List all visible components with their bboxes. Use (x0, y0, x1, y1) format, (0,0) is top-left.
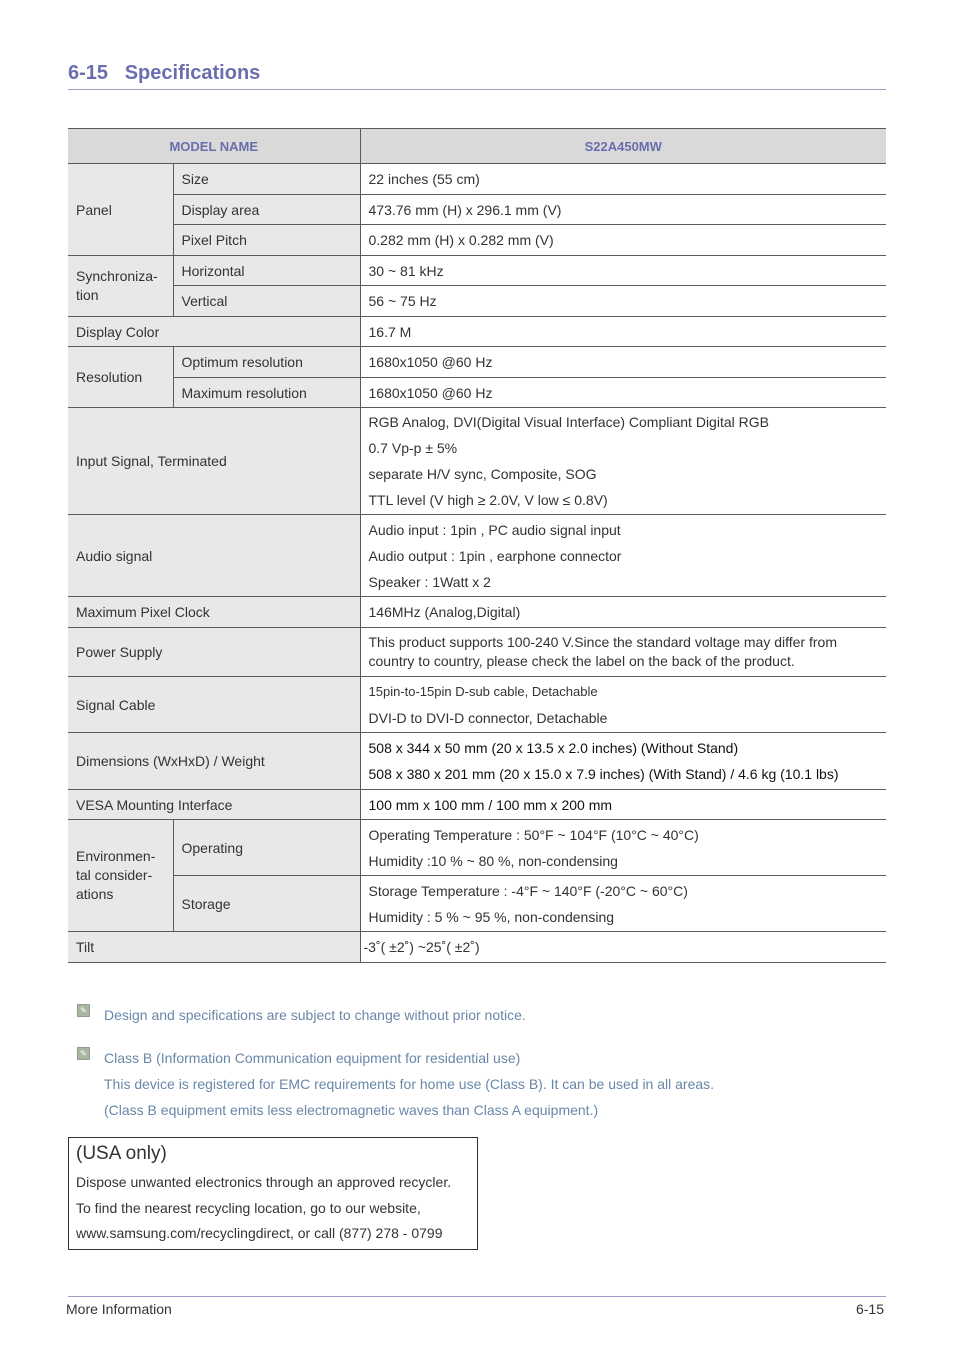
audio-line: Audio input : 1pin , PC audio signal input (368, 521, 621, 538)
footer-section: More Information (66, 1301, 172, 1317)
input-signal-line: TTL level (V high ≥ 2.0V, V low ≤ 0.8V) (368, 492, 608, 508)
table-header-row (68, 129, 886, 164)
note-text: (Class B equipment emits less electromagnetic waves than Class A equipment.) (104, 1102, 599, 1118)
environment-label-line1: Environmen- (76, 848, 156, 864)
dimensions-line: 508 x 344 x 50 mm (20 x 13.5 x 2.0 inches) (Without Stand) (368, 740, 739, 756)
maximum-resolution-value: 1680x1050 @60 Hz (360, 378, 886, 408)
table-row (68, 597, 886, 628)
operating-line: Humidity :10 % ~ 80 %, non-condensing (368, 852, 618, 869)
usa-line: Dispose unwanted electronics through an approved recycler. (76, 1174, 452, 1190)
audio-signal-value (360, 515, 886, 597)
signal-cable-value (360, 677, 886, 733)
audio-line: Audio output : 1pin , earphone connector (368, 547, 622, 564)
section-title (68, 62, 260, 85)
sync-label-line2: tion (76, 287, 99, 303)
table-row (68, 820, 886, 876)
table-row (68, 164, 886, 195)
usa-line: To find the nearest recycling location, go to our website, (76, 1200, 421, 1216)
vesa-value: 100 mm x 100 mm / 100 mm x 200 mm (360, 790, 886, 820)
horizontal-value: 30 ~ 81 kHz (360, 256, 886, 286)
input-signal-line: RGB Analog, DVI(Digital Visual Interface) Compliant Digital RGB (368, 414, 769, 430)
storage-line: Storage Temperature : -4°F ~ 140°F (-20°C ~ 60°C) (368, 882, 688, 899)
pixel-pitch-value: 0.282 mm (H) x 0.282 mm (V) (360, 225, 886, 256)
display-color-value: 16.7 M (360, 317, 886, 347)
environment-label-line3: ations (76, 886, 114, 902)
table-row (68, 195, 886, 225)
environment-label (68, 820, 173, 932)
model-value-header: S22A450MW (360, 129, 886, 164)
vertical-label: Vertical (173, 286, 360, 317)
table-row (68, 225, 886, 256)
usa-heading: (USA only) (76, 1143, 167, 1164)
table-row (68, 677, 886, 733)
operating-value (360, 820, 886, 876)
table-row (68, 378, 886, 408)
power-line: This product supports 100-240 V.Since the standard voltage may differ from (368, 634, 837, 650)
usa-line: www.samsung.com/recyclingdirect, or call (877) 278 - 0799 (76, 1225, 443, 1241)
table-row (68, 317, 886, 347)
vertical-value: 56 ~ 75 Hz (360, 286, 886, 317)
pixel-pitch-label: Pixel Pitch (173, 225, 360, 256)
display-color-label: Display Color (68, 317, 360, 347)
sync-label-line1: Synchroniza- (76, 268, 158, 284)
display-area-label: Display area (173, 195, 360, 225)
note-text: Class B (Information Communication equipment for residential use) (104, 1050, 521, 1066)
note-text: This device is registered for EMC requirements for home use (Class B). It can be used in all areas. (104, 1076, 715, 1092)
storage-value (360, 876, 886, 932)
title-divider (68, 89, 886, 90)
horizontal-label: Horizontal (173, 256, 360, 286)
section-number: 6-15 (68, 62, 109, 84)
power-supply-label: Power Supply (68, 628, 360, 677)
storage-line: Humidity : 5 % ~ 95 %, non-condensing (368, 908, 615, 925)
footer-page-number: 6-15 (855, 1301, 884, 1317)
table-row (68, 515, 886, 597)
power-supply-value (360, 628, 886, 677)
audio-signal-label: Audio signal (68, 515, 360, 597)
input-signal-label: Input Signal, Terminated (68, 408, 360, 515)
table-row (68, 790, 886, 820)
table-row (68, 733, 886, 790)
operating-line: Operating Temperature : 50°F ~ 104°F (10°C ~ 40°C) (368, 826, 699, 843)
operating-label: Operating (173, 820, 360, 876)
note-icon: ✎ (77, 1047, 90, 1060)
optimum-resolution-value: 1680x1050 @60 Hz (360, 347, 886, 378)
pixel-clock-label: Maximum Pixel Clock (68, 597, 360, 628)
resolution-label: Resolution (68, 347, 173, 408)
usa-only-box (68, 1137, 478, 1250)
input-signal-line: 0.7 Vp-p ± 5% (368, 440, 458, 456)
table-row (68, 286, 886, 317)
note-icon: ✎ (77, 1004, 90, 1017)
model-name-header: MODEL NAME (68, 129, 360, 164)
signal-cable-label: Signal Cable (68, 677, 360, 733)
tilt-label: Tilt (68, 932, 360, 963)
table-row (68, 628, 886, 677)
signal-cable-line: 15pin-to-15pin D-sub cable, Detachable (368, 683, 598, 699)
pixel-clock-value: 146MHz (Analog,Digital) (360, 597, 886, 628)
audio-line: Speaker : 1Watt x 2 (368, 573, 491, 590)
power-line: country to country, please check the label on the back of the product. (368, 653, 795, 669)
input-signal-line: separate H/V sync, Composite, SOG (368, 466, 597, 482)
note-text: Design and specifications are subject to change without prior notice. (104, 1007, 526, 1023)
dimensions-label: Dimensions (WxHxD) / Weight (68, 733, 360, 790)
sync-label (68, 256, 173, 317)
table-row (68, 256, 886, 286)
display-area-value: 473.76 mm (H) x 296.1 mm (V) (360, 195, 886, 225)
vesa-label: VESA Mounting Interface (68, 790, 360, 820)
table-row (68, 932, 886, 963)
table-row (68, 876, 886, 932)
environment-label-line2: tal consider- (76, 867, 153, 883)
tilt-value: -3˚( ±2˚) ~25˚( ±2˚) (360, 932, 886, 963)
storage-label: Storage (173, 876, 360, 932)
section-title-text: Specifications (124, 62, 261, 84)
signal-cable-line: DVI-D to DVI-D connector, Detachable (368, 709, 608, 726)
table-row (68, 408, 886, 515)
input-signal-value (360, 408, 886, 515)
dimensions-value (360, 733, 886, 790)
table-row (68, 347, 886, 378)
dimensions-line: 508 x 380 x 201 mm (20 x 15.0 x 7.9 inches) (With Stand) / 4.6 kg (10.1 lbs) (368, 766, 839, 782)
maximum-resolution-label: Maximum resolution (173, 378, 360, 408)
size-label: Size (173, 164, 360, 195)
spec-table (68, 128, 886, 963)
optimum-resolution-label: Optimum resolution (173, 347, 360, 378)
footer-divider (68, 1296, 886, 1297)
size-value: 22 inches (55 cm) (360, 164, 886, 195)
panel-label: Panel (68, 164, 173, 256)
